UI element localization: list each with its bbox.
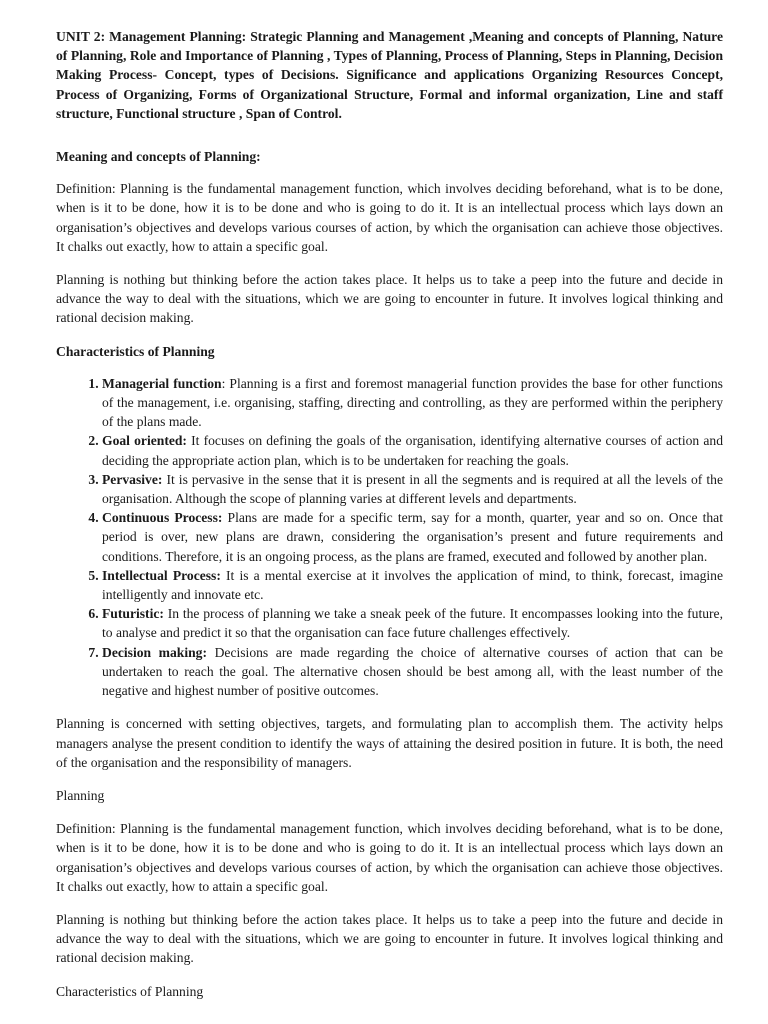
list-item (102, 470, 723, 508)
thinking-paragraph-repeat: Planning is nothing but thinking before the action takes place. It helps us to take a peep into the future and decide in advance the way to deal with the situations, which we are going to encounter in future. It involves logical thinking and rational decision making. (56, 911, 723, 966)
list-item-text: It is a mental exercise at it involves the application of mind, to think, forecast, imagine intelligently and innovate etc. (102, 567, 724, 603)
list-item-text: : Planning is a first and foremost managerial function provides the base for other functions of the management, i.e. organising, staffing, directing and controlling, as they are performed within the periphery of the plans made. (102, 375, 723, 430)
list-item-term: Continuous Process: (102, 510, 223, 526)
list-item (102, 566, 723, 604)
list-item (102, 508, 723, 566)
list-item (102, 431, 723, 469)
planning-label: Planning (56, 787, 105, 803)
list-item-term: Pervasive: (102, 471, 163, 487)
list-item-term: Futuristic: (102, 606, 164, 622)
list-item (102, 643, 723, 701)
list-item-text: It is pervasive in the sense that it is present in all the segments and is required at all the levels of the organisation. Although the scope of planning varies at different levels and departments. (102, 471, 723, 507)
list-item-text: Plans are made for a specific term, say for a month, quarter, year and so on. Once that period is over, new plans are drawn, considering the organisation’s present and future requirements and conditions. Therefore, it is an ongoing process, as the plans are framed, executed and followed by another plan. (102, 510, 723, 564)
definition-paragraph-repeat: Definition: Planning is the fundamental management function, which involves deciding beforehand, what is to be done, when is it to be done, how it is to be done and who is going to do it. It is an intellectual process which lays down an organisation’s objectives and develops various courses of action, by which the organisation can achieve those objectives. It chalks out exactly, how to attain a specific goal. (56, 821, 723, 894)
list-item-text: It focuses on defining the goals of the organisation, identifying alternative courses of action and deciding the appropriate action plan, which is to be undertaken for reaching the goals. (102, 433, 723, 468)
list-item-term: Intellectual Process: (102, 567, 221, 583)
list-item-text: In the process of planning we take a sneak peek of the future. It encompasses looking into the future, to analyse and predict it so that the organisation can face future challenges effectively. (102, 606, 723, 641)
concerned-paragraph: Planning is concerned with setting objectives, targets, and formulating plan to accomplish them. The activity helps managers analyse the present condition to identify the ways of attaining the desired position in future. It is both, the need of the organisation and the responsibility of managers. (56, 716, 723, 770)
unit-heading: UNIT 2: Management Planning: Strategic Planning and Management ,Meaning and concepts of Planning, Nature of Planning, Role and Importance of Planning , Types of Planning, Process of Planning, Steps in Planning, Decision Making Process- Concept, types of Decisions. Significance and applications Organizing Resources Concept, Process of Organizing, Forms of Organizational Structure, Formal and informal organization, Line and staff structure, Functional structure , Span of Control. (56, 29, 723, 121)
document-page (56, 27, 723, 1001)
characteristics-heading-repeat: Characteristics of Planning (56, 983, 204, 999)
thinking-paragraph: Planning is nothing but thinking before the action takes place. It helps us to take a peep into the future and decide in advance the way to deal with the situations, which we are going to encounter in future. It involves logical thinking and rational decision making. (56, 272, 723, 326)
list-item (102, 374, 723, 432)
characteristics-heading: Characteristics of Planning (56, 343, 215, 359)
definition-paragraph: Definition: Planning is the fundamental management function, which involves deciding beforehand, what is to be done, when is it to be done, how it is to be done and who is going to do it. It is an intellectual process which lays down an organisation’s objectives and develops various courses of action, by which the organisation can achieve those objectives. It chalks out exactly, how to attain a specific goal. (56, 181, 723, 254)
list-item-term: Managerial function (102, 375, 222, 391)
section-heading: Meaning and concepts of Planning: (56, 149, 261, 165)
list-item (102, 604, 723, 642)
characteristics-list (56, 374, 723, 700)
list-item-term: Goal oriented: (102, 433, 187, 449)
list-item-term: Decision making: (102, 644, 208, 660)
list-item-text: Decisions are made regarding the choice of alternative courses of action that can be undertaken to reach the goal. The alternative chosen should be best among all, with the least number of the negative and highest number of positive outcomes. (102, 644, 723, 699)
